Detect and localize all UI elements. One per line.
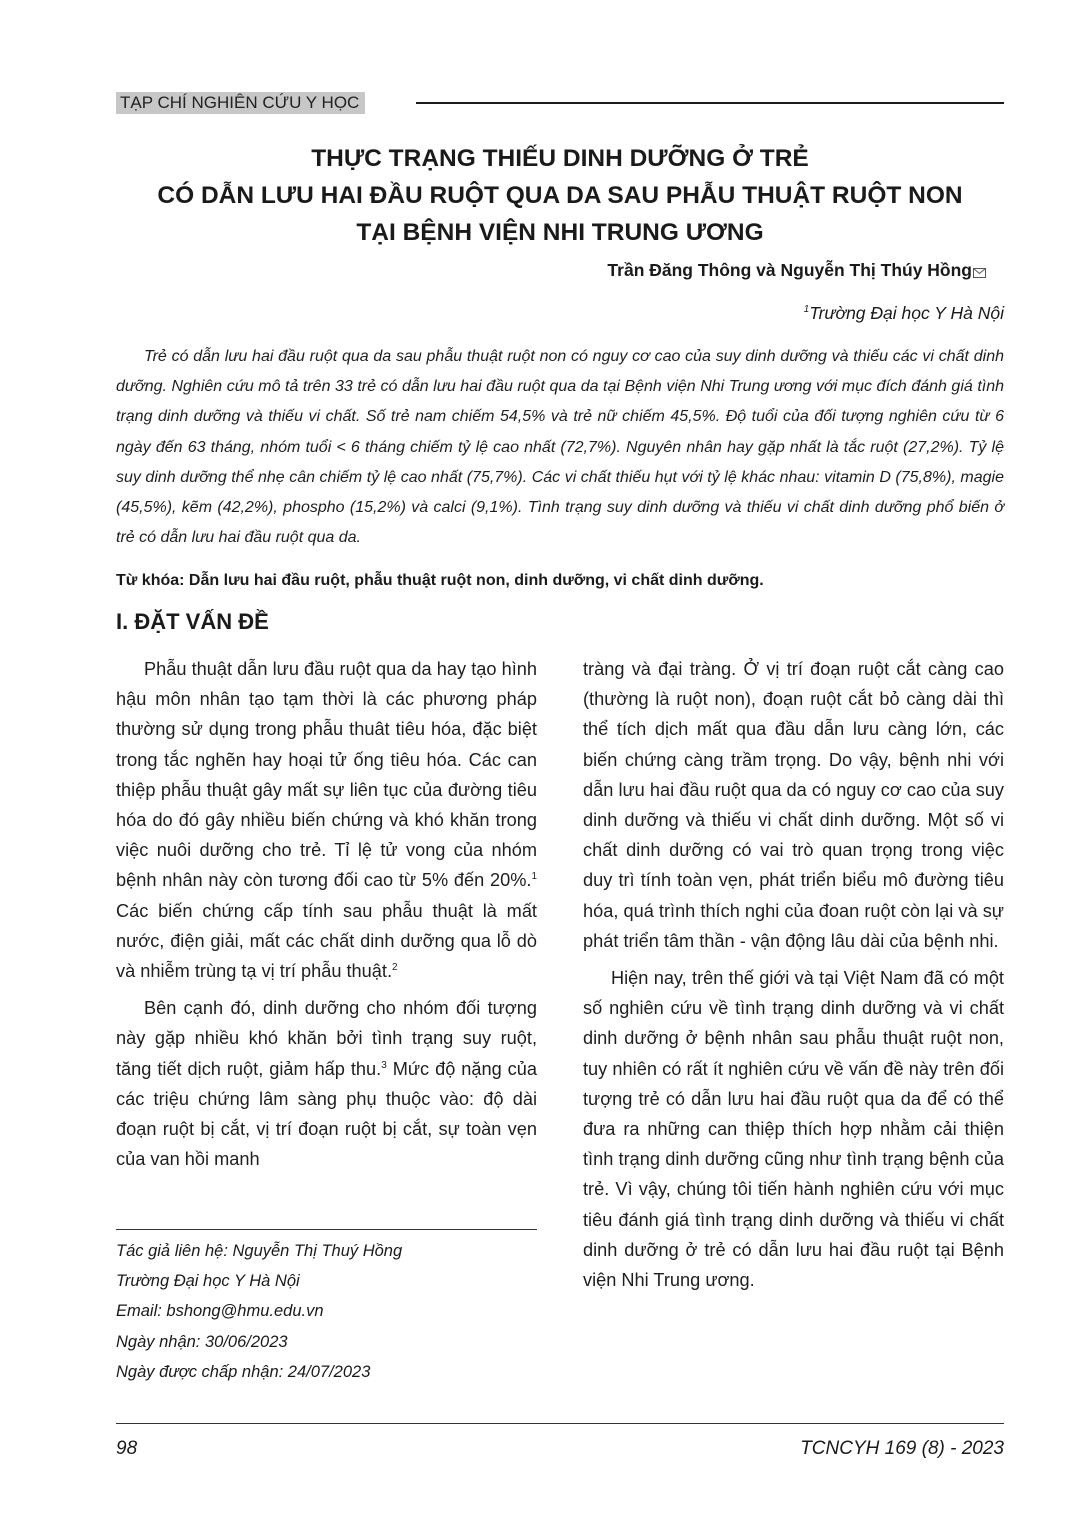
authors: Trần Đăng Thông và Nguyễn Thị Thúy Hồng — [607, 260, 972, 280]
footnote-institution: Trường Đại học Y Hà Nội — [116, 1272, 300, 1291]
journal-name: TẠP CHÍ NGHIÊN CỨU Y HỌC — [116, 92, 365, 114]
body-text: Bên cạnh đó, dinh dưỡng cho nhóm đối tượng này gặp nhiều khó khăn bởi tình trạng suy ruột, tăng tiết dịch ruột, giảm hấp thu. — [116, 998, 537, 1079]
journal-issue: TCNCYH 169 (8) - 2023 — [800, 1438, 1004, 1459]
corresponding-author: Tác giả liên hệ: Nguyễn Thị Thuý Hồng — [116, 1242, 403, 1260]
right-column — [583, 654, 1004, 1295]
body-paragraph-1 — [116, 654, 537, 986]
envelope-icon — [973, 262, 986, 283]
footnote-email: Email: bshong@hmu.edu.vn — [116, 1302, 324, 1321]
body-text: Phẫu thuật dẫn lưu đầu ruột qua da hay tạo hình hậu môn nhân tạo tạm thời là các phương pháp thường sử dụng trong phẫu thuât tiêu hóa, đặc biệt trong tắc nghẽn hay hoại tử ống tiêu hóa. Các can thiệp phẫu thuật gây mất sự liên tục của đường tiêu hóa do đó gây nhiều biến chứng và khó khăn trong việc nuôi dưỡng cho trẻ. Tỉ lệ tử vong của nhóm bệnh nhân này còn tương đối cao từ 5% đến 20%. — [116, 659, 537, 891]
body-paragraph-4: Hiện nay, trên thế giới và tại Việt Nam đã có một số nghiên cứu về tình trạng dinh dưỡng và vi chất dinh dưỡng ở bệnh nhân sau phẫu thuật ruột non, tuy nhiên có rất ít nghiên cứu về vấn đề này trên đối tượng trẻ có dẫn lưu hai đầu ruột qua da để có thể đưa ra những can thiệp thích hợp nhằm cải thiện tình trạng dinh dưỡng cũng như tình trạng bệnh của trẻ. Vì vậy, chúng tôi tiến hành nghiên cứu với mục tiêu đánh giá tình trạng dinh dưỡng và thiếu vi chất dinh dưỡng ở trẻ có dẫn lưu hai đầu ruột tại Bệnh viện Nhi Trung ương. — [583, 968, 1004, 1291]
header-rule — [416, 102, 1004, 104]
citation-ref: 3 — [381, 1059, 387, 1071]
title-line-1: THỰC TRẠNG THIẾU DINH DƯỠNG Ở TRẺ — [311, 145, 809, 172]
keywords: Từ khóa: Dẫn lưu hai đầu ruột, phẫu thuật ruột non, dinh dưỡng, vi chất dinh dưỡng. — [116, 572, 764, 589]
title-line-2: CÓ DẪN LƯU HAI ĐẦU RUỘT QUA DA SAU PHẪU THUẬT RUỘT NON — [157, 182, 963, 209]
footnote-rule — [116, 1229, 537, 1230]
body-text: Mức độ nặng của các triệu chứng lâm sàng phụ thuộc vào: độ dài đoạn ruột bị cắt, vị trí đoạn ruột bị cắt, sự toàn vẹn của van hồi manh — [116, 1058, 537, 1170]
correspondence-footnote — [116, 1236, 402, 1387]
body-paragraph-3: tràng và đại tràng. Ở vị trí đoạn ruột cắt càng cao (thường là ruột non), đoạn ruột cắt bỏ càng dài thì thể tích dịch mất qua đầu dẫn lưu càng lớn, các biến chứng càng trầm trọng. Do vậy, bệnh nhi với dẫn lưu hai đầu ruột qua da có nguy cơ cao của suy dinh dưỡng và thiếu vi chất dinh dưỡng. Một số vi chất dinh dưỡng có vai trò quan trọng trong việc duy trì tính toàn vẹn, phát triển biểu mô đường tiêu hóa, quá trình thích nghi của đoan ruột còn lại và sự phát triển tâm thần - vận động lâu dài của bệnh nhi. — [583, 659, 1004, 951]
body-text: Các biến chứng cấp tính sau phẫu thuật là mất nước, điện giải, mất các chất dinh dưỡng qua lỗ dò và nhiễm trùng tạ vị trí phẫu thuật. — [116, 900, 537, 982]
received-date: Ngày nhận: 30/06/2023 — [116, 1332, 288, 1351]
affiliation: Trường Đại học Y Hà Nội — [809, 303, 1004, 323]
citation-ref: 2 — [392, 961, 398, 973]
left-column — [116, 654, 537, 1174]
section-heading: I. ĐẶT VẤN ĐỀ — [116, 609, 269, 634]
accepted-date: Ngày được chấp nhận: 24/07/2023 — [116, 1362, 371, 1381]
journal-header — [116, 92, 1004, 114]
footer-rule — [116, 1423, 1004, 1424]
article-title — [110, 140, 1010, 251]
body-paragraph-2 — [116, 993, 537, 1174]
citation-ref: 1 — [531, 871, 537, 883]
title-line-3: TẠI BỆNH VIỆN NHI TRUNG ƯƠNG — [356, 219, 764, 246]
authors-line — [607, 260, 986, 283]
abstract: Trẻ có dẫn lưu hai đầu ruột qua da sau phẫu thuật ruột non có nguy cơ cao của suy dinh dưỡng và thiếu các vi chất dinh dưỡng. Nghiên cứu mô tả trên 33 trẻ có dẫn lưu hai đầu ruột qua da tại Bệnh viện Nhi Trung ương với mục đích đánh giá tình trạng dinh dưỡng và thiếu vi chất. Số trẻ nam chiếm 54,5% và trẻ nữ chiếm 45,5%. Độ tuổi của đối tượng nghiên cứu từ 6 ngày đến 63 tháng, nhóm tuổi < 6 tháng chiếm tỷ lệ cao nhất (72,7%). Nguyên nhân hay gặp nhất là tắc ruột (27,2%). Tỷ lệ suy dinh dưỡng thể nhẹ cân chiếm tỷ lệ cao nhất (75,7%). Các vi chất thiếu hụt với tỷ lệ khác nhau: vitamin D (75,8%), magie (45,5%), kẽm (42,2%), phospho (15,2%) và calci (9,1%). Tình trạng suy dinh dưỡng và thiếu vi chất dinh dưỡng phổ biến ở trẻ có dẫn lưu hai đầu ruột qua da. — [116, 348, 1004, 547]
affiliation-marker: 1 — [803, 304, 810, 316]
page-number: 98 — [116, 1438, 138, 1459]
affiliation-line — [804, 303, 1004, 324]
